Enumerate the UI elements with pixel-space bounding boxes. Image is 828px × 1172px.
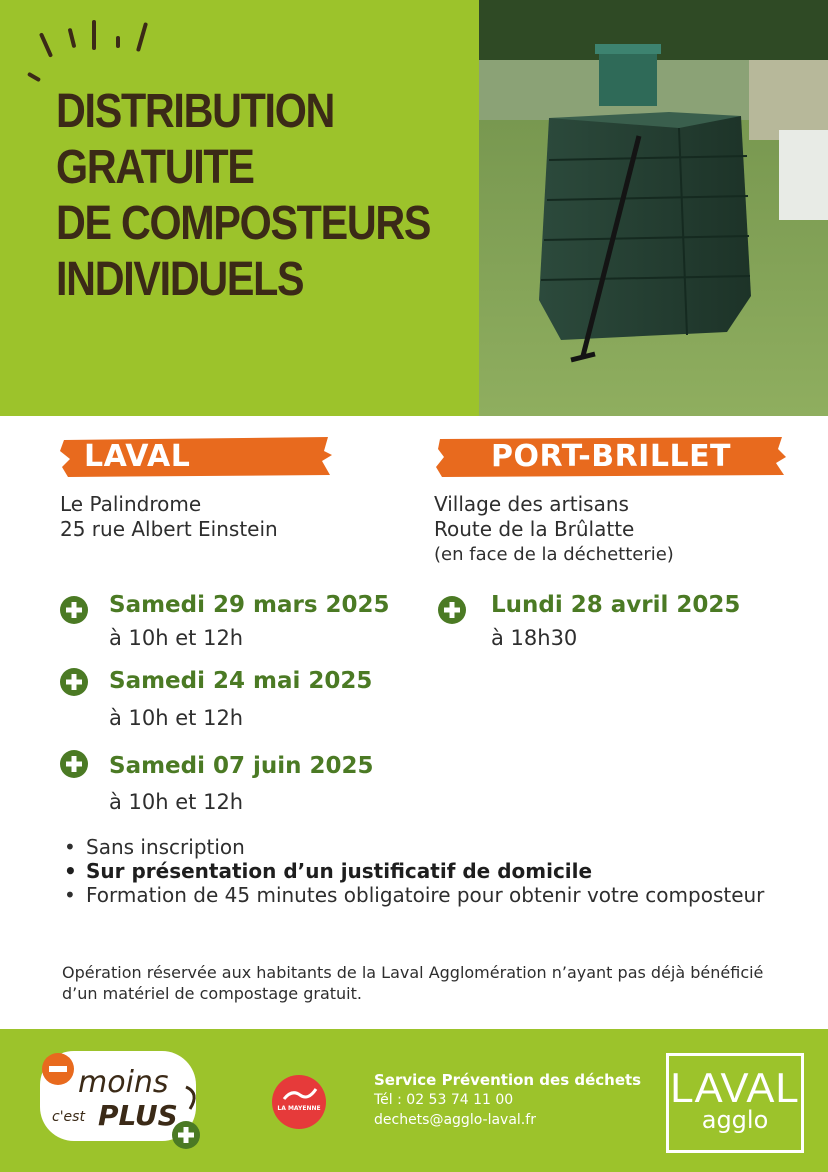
logo-word: c'est [52,1109,85,1125]
service-email[interactable]: dechets@agglo-laval.fr [374,1112,536,1128]
logo-word: PLUS [98,1099,178,1132]
page-title [56,84,491,309]
agglo-logo-line2: agglo [701,1106,769,1134]
laval-agglo-logo [666,1053,804,1153]
date-label: Samedi 24 mai 2025 [109,668,373,694]
address-line: Village des artisans [434,492,629,516]
mayenne-department-logo [272,1075,326,1129]
moins-cest-plus-logo [36,1043,216,1153]
composter-photo [479,0,828,416]
address-line: Le Palindrome [60,492,202,516]
laval-banner [60,437,332,477]
condition-item: • Sans inscription [62,835,782,859]
hour-label: à 10h et 12h [109,790,244,814]
title-line: INDIVIDUELS [56,253,304,307]
eligibility-note: Opération réservée aux habitants de la Laval Agglomération n’ayant pas déjà bénéficié d’un matériel de compostage gratuit. [62,963,764,1003]
condition-item: • Formation de 45 minutes obligatoire pour obtenir votre composteur [62,883,782,907]
title-line: DISTRIBUTION [56,85,335,138]
title-line: DE COMPOSTEURS [56,197,431,251]
conditions-list [62,835,782,907]
spark-decoration [27,72,41,82]
port-brillet-banner [436,437,786,477]
hour-label: à 10h et 12h [109,706,244,730]
laval-banner-label: LAVAL [84,439,191,474]
port-brillet-banner-label: PORT-BRILLET [490,439,732,474]
service-title: Service Prévention des déchets [374,1071,642,1089]
agglo-logo-line1: LAVAL [670,1064,800,1111]
title-line: GRATUITE [56,141,254,195]
plus-circle-icon [438,596,466,624]
address-line: (en face de la déchetterie) [434,544,674,565]
spark-decoration [68,28,77,48]
spark-decoration [116,36,120,48]
spark-decoration [92,20,96,50]
hour-label: à 18h30 [491,626,578,650]
service-phone: Tél : 02 53 74 11 00 [374,1092,514,1108]
condition-item: • Sur présentation d’un justificatif de domicile [62,859,782,883]
address-line: Route de la Brûlatte [434,517,635,541]
mayenne-wave-icon [272,1075,326,1129]
spark-decoration [136,22,148,52]
plus-circle-icon [60,668,88,696]
plus-circle-icon [60,596,88,624]
spark-decoration [39,32,53,57]
port-brillet-address [434,492,674,567]
dept-logo-label: LA MAYENNE [277,1105,321,1112]
plus-circle-icon [60,750,88,778]
address-line: 25 rue Albert Einstein [60,517,278,541]
hour-label: à 10h et 12h [109,626,244,650]
laval-address [60,492,278,542]
date-label: Samedi 29 mars 2025 [109,592,390,618]
hero-banner [0,0,828,416]
service-contact [374,1070,641,1130]
date-label: Lundi 28 avril 2025 [491,592,741,618]
date-label: Samedi 07 juin 2025 [109,753,374,779]
logo-word: moins [78,1065,169,1100]
